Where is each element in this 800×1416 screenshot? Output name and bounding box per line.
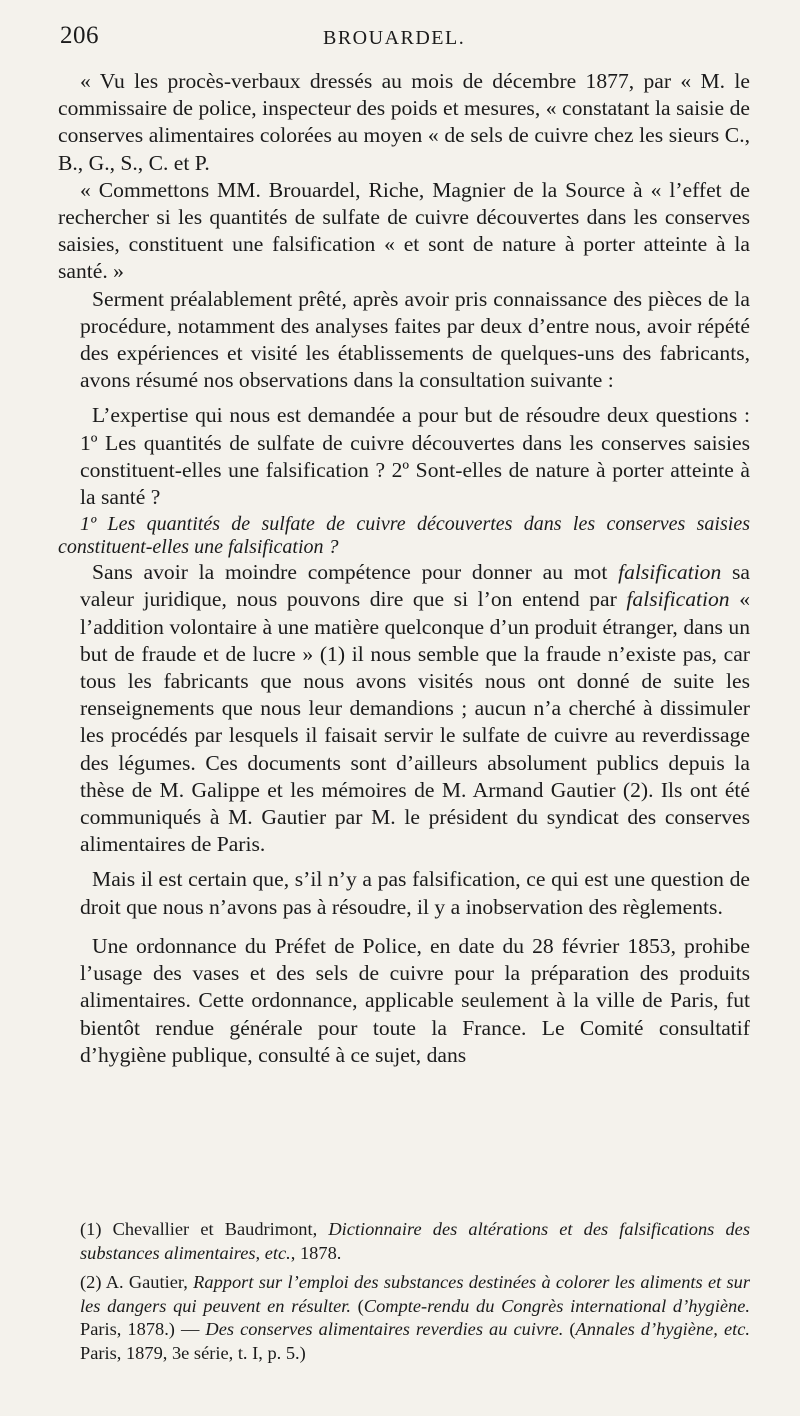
text-run: Paris, 1878.) — [80,1319,206,1340]
paragraph [80,559,750,858]
paragraph: Mais il est certain que, s’il n’y a pas falsification, ce qui est une question de droit que nous n’avons pas à résoudre, il y a inobservation des règlements. [80,867,750,919]
text-run: , 1878. [290,1242,342,1263]
italic-text: falsification [618,560,722,585]
page-header [60,22,750,56]
italic-text: Des conserves alimentaires reverdies au cuivre. [205,1319,564,1340]
paragraph: Serment préalablement prêté, après avoir pris connaissance des pièces de la procédure, notamment des analyses faites par deux d’entre nous, avoir répété des expériences et visité les établissements de quelques-uns des fabricants, avons résumé nos observations dans la consultation suivante : [80,286,750,393]
paragraph: « Vu les procès-verbaux dressés au mois de décembre 1877, par « M. le commissaire de police, inspecteur des poids et mesures, « constatant la saisie de conserves alimentaires colorées au moyen « de sels de cuivre chez les sieurs C., B., G., S., C. et P. [58,69,750,175]
text-run: (1) Chevallier et Baudrimont, [80,1219,329,1239]
footnote [80,1218,750,1265]
paragraph: Une ordonnance du Préfet de Police, en date du 28 février 1853, prohibe l’usage des vases et des sels de cuivre pour la préparation des produits alimentaires. Cette ordonnance, applicable seulement à la ville de Paris, fut bientôt rendue générale pour toute la France. Le Comité consultatif d’hygiène publique, consulté à ce sujet, dans [80,933,750,1067]
italic-text: Dictionnaire des altérations et des falsifications des substances alimentaires, etc. [80,1219,750,1263]
footnote [80,1271,750,1365]
text-run: sa valeur juridique, nous pouvons dire que si l’on entend par [80,560,751,612]
body-text [58,68,751,1069]
italic-text: falsification [626,587,730,612]
page-number: 206 [60,22,99,49]
italic-text: Annales d’hygiène, etc. [575,1319,750,1340]
paragraph: « Commettons MM. Brouardel, Riche, Magnier de la Source à « l’effet de rechercher si les quantités de sulfate de cuivre découvertes dans les conserves saisies, constituent une falsification « et sont de nature à porter atteinte à la santé. » [58,177,750,284]
italic-text: Rapport sur l’emploi des substances destinées à colorer les aliments et sur les dangers qui peuvent en résulter. [80,1272,751,1316]
footnotes [80,1218,750,1372]
text-run: Paris, 1879, 3e série, t. I, p. 5.) [80,1342,306,1363]
text-run: ( [350,1295,364,1316]
paragraph: L’expertise qui nous est demandée a pour but de résoudre deux questions : 1º Les quantités de sulfate de cuivre découvertes dans les conserves saisies constituent-elles une falsification ? 2º Sont-elles de nature à porter atteinte à la santé ? [80,403,750,510]
text-run: « l’addition volontaire à une matière quelconque d’un produit étranger, dans un but de fraude et de lucre » (1) il nous semble que la fraude n’existe pas, car tous les fabricants que nous avons visités nous ont donné de suite les renseignements que nous leur demandions ; aucun n’a cherché à dissimuler les procédés par lesquels il faisait servir le sulfate de cuivre au reverdissage des légumes. Ces documents sont d’ailleurs absolument publics depuis la thèse de M. Galippe et les mémoires de M. Armand Gautier (2). Ils ont été communiqués à M. Gautier par M. le président du syndicat des conserves alimentaires de Paris. [80,587,750,857]
section-question: 1º Les quantités de sulfate de cuivre découvertes dans les conserves saisies constituent-elles une falsification ? [58,513,750,559]
running-head: BROUARDEL. [323,27,466,49]
italic-text: Compte-rendu du Congrès international d’hygiène. [363,1295,750,1316]
text-run: Sans avoir la moindre compétence pour donner au mot [92,560,619,585]
text-run: ( [563,1319,576,1340]
text-run: (2) A. Gautier, [80,1272,194,1293]
